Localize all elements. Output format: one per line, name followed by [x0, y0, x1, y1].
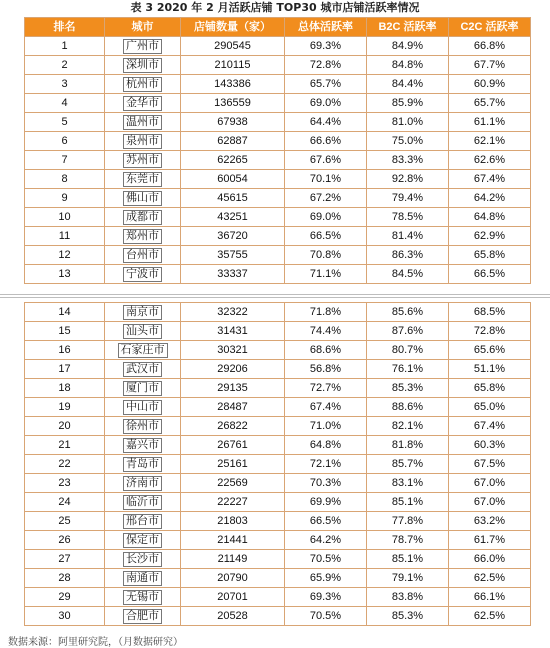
city-cell — [105, 379, 181, 398]
city-label: 合肥市 — [123, 609, 162, 624]
b2c-rate-cell: 85.6% — [367, 303, 449, 322]
table-row — [25, 569, 531, 588]
rank-cell: 2 — [25, 56, 105, 75]
rank-cell: 17 — [25, 360, 105, 379]
store-count-cell: 31431 — [181, 322, 285, 341]
rank-cell: 8 — [25, 170, 105, 189]
store-count-cell: 29206 — [181, 360, 285, 379]
city-cell — [105, 322, 181, 341]
table-row — [25, 132, 531, 151]
store-count-cell: 45615 — [181, 189, 285, 208]
city-label: 汕头市 — [123, 324, 162, 339]
city-label: 台州市 — [123, 248, 162, 263]
rank-cell: 4 — [25, 94, 105, 113]
city-label: 济南市 — [123, 476, 162, 491]
overall-rate-cell: 71.1% — [285, 265, 367, 284]
city-cell — [105, 227, 181, 246]
c2c-rate-cell: 65.8% — [449, 246, 531, 265]
b2c-rate-cell: 85.1% — [367, 493, 449, 512]
store-count-cell: 67938 — [181, 113, 285, 132]
city-cell — [105, 56, 181, 75]
city-cell — [105, 94, 181, 113]
overall-rate-cell: 70.5% — [285, 607, 367, 626]
city-cell — [105, 75, 181, 94]
city-cell — [105, 417, 181, 436]
city-label: 长沙市 — [123, 552, 162, 567]
store-count-cell: 21803 — [181, 512, 285, 531]
store-count-cell: 136559 — [181, 94, 285, 113]
table-row — [25, 455, 531, 474]
store-count-cell: 25161 — [181, 455, 285, 474]
table-row — [25, 322, 531, 341]
c2c-rate-cell: 66.8% — [449, 37, 531, 56]
store-count-cell: 35755 — [181, 246, 285, 265]
b2c-rate-cell: 83.3% — [367, 151, 449, 170]
city-label: 宁波市 — [123, 267, 162, 282]
c2c-rate-cell: 65.6% — [449, 341, 531, 360]
rank-cell: 29 — [25, 588, 105, 607]
store-count-cell: 20701 — [181, 588, 285, 607]
city-cell — [105, 265, 181, 284]
b2c-rate-cell: 85.3% — [367, 379, 449, 398]
c2c-rate-cell: 65.8% — [449, 379, 531, 398]
c2c-rate-cell: 61.1% — [449, 113, 531, 132]
overall-rate-cell: 70.5% — [285, 550, 367, 569]
overall-rate-cell: 74.4% — [285, 322, 367, 341]
overall-rate-cell: 66.6% — [285, 132, 367, 151]
source-note: 数据来源：阿里研究院，（月数据研究） — [8, 637, 183, 648]
table-title: 表 3 2020 年 2 月活跃店铺 TOP30 城市店铺活跃率情况 — [130, 1, 420, 14]
city-label: 邢台市 — [123, 514, 162, 529]
city-label: 深圳市 — [123, 58, 162, 73]
city-label: 无锡市 — [123, 590, 162, 605]
overall-rate-cell: 71.8% — [285, 303, 367, 322]
header-store-count: 店铺数量（家） — [181, 18, 285, 37]
city-label: 东莞市 — [123, 172, 162, 187]
b2c-rate-cell: 85.3% — [367, 607, 449, 626]
c2c-rate-cell: 68.5% — [449, 303, 531, 322]
overall-rate-cell: 72.7% — [285, 379, 367, 398]
c2c-rate-cell: 66.0% — [449, 550, 531, 569]
b2c-rate-cell: 80.7% — [367, 341, 449, 360]
b2c-rate-cell: 82.1% — [367, 417, 449, 436]
rank-cell: 15 — [25, 322, 105, 341]
c2c-rate-cell: 66.5% — [449, 265, 531, 284]
rank-cell: 3 — [25, 75, 105, 94]
c2c-rate-cell: 66.1% — [449, 588, 531, 607]
city-cell — [105, 607, 181, 626]
b2c-rate-cell: 85.7% — [367, 455, 449, 474]
city-label: 厦门市 — [123, 381, 162, 396]
store-count-cell: 210115 — [181, 56, 285, 75]
b2c-rate-cell: 84.5% — [367, 265, 449, 284]
b2c-rate-cell: 79.1% — [367, 569, 449, 588]
b2c-rate-cell: 87.6% — [367, 322, 449, 341]
table-row — [25, 531, 531, 550]
c2c-rate-cell: 67.7% — [449, 56, 531, 75]
rank-cell: 18 — [25, 379, 105, 398]
rank-cell: 24 — [25, 493, 105, 512]
table-row — [25, 246, 531, 265]
store-count-cell: 26761 — [181, 436, 285, 455]
store-count-cell: 62265 — [181, 151, 285, 170]
rank-cell: 21 — [25, 436, 105, 455]
city-cell — [105, 550, 181, 569]
city-cell — [105, 189, 181, 208]
store-count-cell: 29135 — [181, 379, 285, 398]
c2c-rate-cell: 65.0% — [449, 398, 531, 417]
rank-cell: 30 — [25, 607, 105, 626]
table-row — [25, 113, 531, 132]
c2c-rate-cell: 67.0% — [449, 493, 531, 512]
rank-cell: 10 — [25, 208, 105, 227]
rank-cell: 12 — [25, 246, 105, 265]
b2c-rate-cell: 81.8% — [367, 436, 449, 455]
b2c-rate-cell: 75.0% — [367, 132, 449, 151]
rank-cell: 28 — [25, 569, 105, 588]
overall-rate-cell: 65.9% — [285, 569, 367, 588]
rank-cell: 20 — [25, 417, 105, 436]
city-cell — [105, 436, 181, 455]
rank-cell: 16 — [25, 341, 105, 360]
b2c-rate-cell: 84.9% — [367, 37, 449, 56]
overall-rate-cell: 69.3% — [285, 588, 367, 607]
store-count-cell: 290545 — [181, 37, 285, 56]
table-row — [25, 493, 531, 512]
store-count-cell: 21149 — [181, 550, 285, 569]
city-cell — [105, 474, 181, 493]
overall-rate-cell: 66.5% — [285, 512, 367, 531]
table-row — [25, 341, 531, 360]
rank-cell: 6 — [25, 132, 105, 151]
b2c-rate-cell: 78.5% — [367, 208, 449, 227]
store-count-cell: 26822 — [181, 417, 285, 436]
b2c-rate-cell: 78.7% — [367, 531, 449, 550]
table-row — [25, 379, 531, 398]
city-label: 佛山市 — [123, 191, 162, 206]
overall-rate-cell: 66.5% — [285, 227, 367, 246]
c2c-rate-cell: 65.7% — [449, 94, 531, 113]
city-label: 徐州市 — [123, 419, 162, 434]
store-count-cell: 60054 — [181, 170, 285, 189]
rank-cell: 11 — [25, 227, 105, 246]
overall-rate-cell: 67.6% — [285, 151, 367, 170]
city-cell — [105, 303, 181, 322]
overall-rate-cell: 71.0% — [285, 417, 367, 436]
rank-cell: 9 — [25, 189, 105, 208]
rank-cell: 22 — [25, 455, 105, 474]
c2c-rate-cell: 67.0% — [449, 474, 531, 493]
c2c-rate-cell: 72.8% — [449, 322, 531, 341]
overall-rate-cell: 64.8% — [285, 436, 367, 455]
b2c-rate-cell: 83.1% — [367, 474, 449, 493]
b2c-rate-cell: 79.4% — [367, 189, 449, 208]
table-row — [25, 151, 531, 170]
overall-rate-cell: 68.6% — [285, 341, 367, 360]
b2c-rate-cell: 81.0% — [367, 113, 449, 132]
overall-rate-cell: 70.8% — [285, 246, 367, 265]
city-cell — [105, 170, 181, 189]
b2c-rate-cell: 77.8% — [367, 512, 449, 531]
table-row — [25, 474, 531, 493]
overall-rate-cell: 56.8% — [285, 360, 367, 379]
city-label: 保定市 — [123, 533, 162, 548]
store-count-cell: 33337 — [181, 265, 285, 284]
table-row — [25, 607, 531, 626]
table-row — [25, 550, 531, 569]
table-row — [25, 512, 531, 531]
city-label: 南京市 — [123, 305, 162, 320]
c2c-rate-cell: 62.6% — [449, 151, 531, 170]
rank-cell: 5 — [25, 113, 105, 132]
overall-rate-cell: 72.1% — [285, 455, 367, 474]
store-count-cell: 28487 — [181, 398, 285, 417]
store-count-cell: 20528 — [181, 607, 285, 626]
c2c-rate-cell: 63.2% — [449, 512, 531, 531]
city-cell — [105, 398, 181, 417]
overall-rate-cell: 69.9% — [285, 493, 367, 512]
header-b2c-rate: B2C 活跃率 — [367, 18, 449, 37]
overall-rate-cell: 70.3% — [285, 474, 367, 493]
page-break — [0, 291, 550, 302]
store-count-cell: 30321 — [181, 341, 285, 360]
table-row — [25, 56, 531, 75]
c2c-rate-cell: 67.4% — [449, 417, 531, 436]
store-count-cell: 62887 — [181, 132, 285, 151]
city-cell — [105, 531, 181, 550]
city-cell — [105, 512, 181, 531]
table-row — [25, 94, 531, 113]
bottom-table — [24, 302, 531, 626]
c2c-rate-cell: 64.8% — [449, 208, 531, 227]
header-overall-rate: 总体活跃率 — [285, 18, 367, 37]
table-row — [25, 265, 531, 284]
rank-cell: 23 — [25, 474, 105, 493]
overall-rate-cell: 69.0% — [285, 94, 367, 113]
table-row — [25, 303, 531, 322]
header-c2c-rate: C2C 活跃率 — [449, 18, 531, 37]
c2c-rate-cell: 60.3% — [449, 436, 531, 455]
city-cell — [105, 37, 181, 56]
city-cell — [105, 341, 181, 360]
city-label: 泉州市 — [123, 134, 162, 149]
city-cell — [105, 360, 181, 379]
city-label: 金华市 — [123, 96, 162, 111]
b2c-rate-cell: 88.6% — [367, 398, 449, 417]
c2c-rate-cell: 60.9% — [449, 75, 531, 94]
rank-cell: 26 — [25, 531, 105, 550]
overall-rate-cell: 64.4% — [285, 113, 367, 132]
store-count-cell: 21441 — [181, 531, 285, 550]
c2c-rate-cell: 62.5% — [449, 569, 531, 588]
city-label: 武汉市 — [123, 362, 162, 377]
city-cell — [105, 208, 181, 227]
top-table — [24, 17, 531, 284]
b2c-rate-cell: 85.1% — [367, 550, 449, 569]
b2c-rate-cell: 92.8% — [367, 170, 449, 189]
rank-cell: 19 — [25, 398, 105, 417]
b2c-rate-cell: 84.8% — [367, 56, 449, 75]
table-row — [25, 208, 531, 227]
city-cell — [105, 588, 181, 607]
overall-rate-cell: 72.8% — [285, 56, 367, 75]
b2c-rate-cell: 76.1% — [367, 360, 449, 379]
b2c-rate-cell: 86.3% — [367, 246, 449, 265]
store-count-cell: 22227 — [181, 493, 285, 512]
overall-rate-cell: 69.3% — [285, 37, 367, 56]
city-cell — [105, 246, 181, 265]
overall-rate-cell: 69.0% — [285, 208, 367, 227]
city-label: 苏州市 — [123, 153, 162, 168]
city-cell — [105, 132, 181, 151]
city-label: 温州市 — [123, 115, 162, 130]
c2c-rate-cell: 61.7% — [449, 531, 531, 550]
city-label: 成都市 — [123, 210, 162, 225]
store-count-cell: 43251 — [181, 208, 285, 227]
divider — [0, 294, 550, 295]
c2c-rate-cell: 62.5% — [449, 607, 531, 626]
store-count-cell: 36720 — [181, 227, 285, 246]
table-row — [25, 360, 531, 379]
rank-cell: 27 — [25, 550, 105, 569]
overall-rate-cell: 67.4% — [285, 398, 367, 417]
table-row — [25, 227, 531, 246]
header-city: 城市 — [105, 18, 181, 37]
header-row — [25, 18, 531, 37]
store-count-cell: 20790 — [181, 569, 285, 588]
store-count-cell: 32322 — [181, 303, 285, 322]
table-row — [25, 75, 531, 94]
city-label: 南通市 — [123, 571, 162, 586]
city-label: 杭州市 — [123, 77, 162, 92]
store-count-cell: 22569 — [181, 474, 285, 493]
rank-cell: 14 — [25, 303, 105, 322]
table-row — [25, 37, 531, 56]
city-cell — [105, 151, 181, 170]
table-row — [25, 398, 531, 417]
table-row — [25, 189, 531, 208]
store-count-cell: 143386 — [181, 75, 285, 94]
city-label: 广州市 — [123, 39, 162, 54]
c2c-rate-cell: 67.4% — [449, 170, 531, 189]
city-label: 青岛市 — [123, 457, 162, 472]
header-rank: 排名 — [25, 18, 105, 37]
table-row — [25, 436, 531, 455]
table-row — [25, 588, 531, 607]
overall-rate-cell: 65.7% — [285, 75, 367, 94]
overall-rate-cell: 64.2% — [285, 531, 367, 550]
c2c-rate-cell: 67.5% — [449, 455, 531, 474]
c2c-rate-cell: 62.1% — [449, 132, 531, 151]
city-cell — [105, 113, 181, 132]
b2c-rate-cell: 83.8% — [367, 588, 449, 607]
rank-cell: 13 — [25, 265, 105, 284]
city-label: 石家庄市 — [118, 343, 168, 358]
rank-cell: 7 — [25, 151, 105, 170]
city-label: 临沂市 — [123, 495, 162, 510]
divider — [0, 297, 550, 298]
rank-cell: 1 — [25, 37, 105, 56]
table-row — [25, 170, 531, 189]
overall-rate-cell: 70.1% — [285, 170, 367, 189]
b2c-rate-cell: 84.4% — [367, 75, 449, 94]
overall-rate-cell: 67.2% — [285, 189, 367, 208]
table-row — [25, 417, 531, 436]
city-cell — [105, 455, 181, 474]
city-label: 郑州市 — [123, 229, 162, 244]
city-cell — [105, 569, 181, 588]
rank-cell: 25 — [25, 512, 105, 531]
c2c-rate-cell: 62.9% — [449, 227, 531, 246]
b2c-rate-cell: 81.4% — [367, 227, 449, 246]
city-label: 嘉兴市 — [123, 438, 162, 453]
c2c-rate-cell: 64.2% — [449, 189, 531, 208]
c2c-rate-cell: 51.1% — [449, 360, 531, 379]
b2c-rate-cell: 85.9% — [367, 94, 449, 113]
city-cell — [105, 493, 181, 512]
city-label: 中山市 — [123, 400, 162, 415]
